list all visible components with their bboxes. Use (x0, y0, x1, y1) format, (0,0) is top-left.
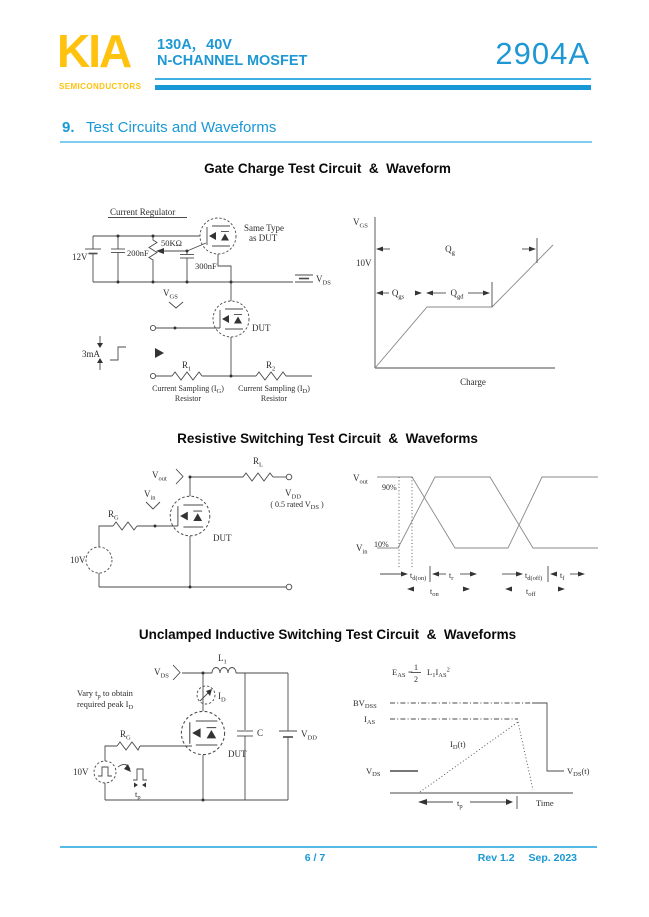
label-td-off: $t_{d(off)}$ (525, 571, 543, 582)
label-dut: DUT (228, 749, 247, 759)
label-12v: 12V (72, 252, 88, 262)
label-toff: $t_{off}$ (526, 587, 536, 598)
label-vgs: $V_{GS}$ (163, 288, 178, 301)
device-type: N-CHANNEL MOSFET (157, 53, 308, 69)
resistor-rl-symbol (243, 473, 273, 481)
wiring (99, 477, 286, 587)
revision-info (478, 852, 577, 864)
pulse-width-symbol (133, 769, 147, 788)
label-same-type-1: Same Type (244, 223, 284, 233)
gate-charge-waveform (350, 205, 605, 395)
label-id-t: $I_D(t)$ (450, 739, 466, 751)
resistor-r2-symbol (256, 372, 286, 380)
mosfet-dut-symbol (213, 301, 249, 337)
label-bvdss: $BV_{DSS}$ (353, 698, 377, 710)
vds-trace (390, 703, 564, 771)
label-vds: $V_{DS}$ (154, 667, 169, 680)
vgs-curve (375, 245, 553, 368)
potentiometer-arrow (156, 248, 164, 254)
revision-label: Rev 1.2 (477, 852, 515, 864)
label-tp: $t_p$ (457, 798, 463, 810)
label-td-on: $t_{d(on)}$ (410, 571, 427, 582)
label-10v: 10V (70, 555, 86, 565)
label-same-type-2: as DUT (249, 233, 278, 243)
label-dut: DUT (252, 323, 271, 333)
resistor-rg-symbol (117, 742, 140, 750)
resistive-circuit-diagram (60, 450, 355, 615)
pulse-source-symbol (86, 547, 112, 573)
wiring (93, 236, 312, 376)
label-charge-axis: Charge (460, 377, 486, 387)
vout-trace (377, 477, 598, 548)
revision-date: Sep. 2023 (528, 852, 577, 864)
junction-dots (154, 476, 192, 589)
battery-vdd-symbol (279, 731, 297, 737)
label-300nf: 300nF (195, 261, 217, 271)
vgs-probe-chevron (169, 302, 183, 308)
current-probe-id (197, 686, 215, 704)
label-l1: $L_1$ (218, 653, 227, 666)
label-vdd: $V_{DD}$ (285, 488, 301, 501)
label-vgs-axis: $V_{GS}$ (353, 217, 368, 230)
label-ias: $I_{AS}$ (364, 714, 376, 726)
label-r2: $R_2$ (266, 360, 276, 373)
vin-trace (377, 477, 598, 548)
label-sampling-ig-2: Resistor (174, 394, 202, 403)
label-sampling-id-2: Resistor (260, 394, 288, 403)
label-rg: $R_G$ (120, 729, 131, 742)
resistor-r1-symbol (172, 372, 202, 380)
label-note-1: Vary $t_p$ to obtain (77, 688, 133, 700)
section-underline (60, 141, 592, 143)
resistive-waveform (350, 460, 605, 605)
label-dut: DUT (213, 533, 232, 543)
gate-current-arrow (155, 348, 164, 358)
section-number: 9. (62, 119, 75, 136)
label-sampling-id: Current Sampling $(I_D)$ (238, 384, 310, 395)
label-qgd: $Q_{gd}$ (450, 288, 464, 301)
energy-formula (392, 663, 450, 684)
label-tp: $t_p$ (135, 789, 141, 801)
mosfet-dut-symbol (181, 711, 224, 754)
label-200nf: 200nF (127, 248, 149, 258)
pulse-generator-symbol (94, 761, 131, 783)
svg-text:=: = (408, 667, 413, 677)
label-time: Time (536, 798, 554, 808)
vin-probe-chevron (146, 502, 160, 509)
resistive-title: Resistive Switching Test Circuit & Waveforms (177, 431, 478, 446)
kia-logo-subtext: SEMICONDUCTORS (59, 82, 142, 91)
footer-divider (60, 846, 597, 848)
vds-probe-chevron (173, 665, 180, 680)
label-vout: $V_{out}$ (353, 473, 368, 486)
ground-terminal (286, 584, 292, 590)
header-divider-thin (155, 78, 591, 80)
label-rl: $R_L$ (253, 456, 263, 469)
label-90pct: 90% (382, 483, 397, 492)
label-note-2: required peak $I_D$ (77, 699, 134, 711)
label-tf: $t_f$ (560, 571, 565, 582)
label-ton: $t_{on}$ (430, 587, 439, 598)
label-vout: $V_{out}$ (152, 470, 167, 483)
resistor-rg-symbol (113, 522, 137, 530)
toff-annotations (502, 566, 585, 592)
inductive-circuit-diagram (60, 645, 355, 830)
label-vdd-note: ( 0.5 rated $V_{DS}$ ) (270, 500, 324, 511)
gate-terminal (150, 325, 155, 330)
vdd-terminal (286, 474, 292, 480)
battery-vds-symbol (295, 275, 313, 282)
inductive-title: Unclamped Inductive Switching Test Circuit & Waveforms (138, 627, 517, 642)
ton-annotations (380, 566, 477, 592)
label-qgs: $Q_{gs}$ (391, 288, 405, 301)
label-vdd: $V_{DD}$ (301, 729, 317, 742)
inductive-waveform (350, 650, 610, 820)
vout-probe-chevron (176, 469, 183, 484)
svg-text:L1IAS2: $L_1I_{AS}^2$ (427, 666, 450, 679)
sampling-terminal (150, 373, 155, 378)
label-10v: 10V (73, 767, 89, 777)
svg-text:2: 2 (414, 675, 418, 684)
label-r1: $R_1$ (182, 360, 192, 373)
label-rg: $R_G$ (108, 509, 119, 522)
page-number: 6 / 7 (304, 852, 326, 864)
device-rating: 130A，40V (157, 37, 232, 53)
inductor-l1-symbol (212, 668, 236, 674)
capacitor-200nf-symbol (111, 249, 125, 253)
label-3ma: 3mA (82, 349, 100, 359)
label-vds: $V_{DS}$ (366, 766, 381, 778)
section-title: Test Circuits and Waveforms (86, 119, 277, 136)
current-step-symbol (97, 336, 126, 370)
capacitor-300nf-symbol (180, 255, 194, 259)
header-divider-thick (155, 85, 591, 90)
label-tr: $t_r$ (449, 571, 454, 582)
label-id: $I_D$ (218, 691, 226, 704)
part-number: 2904A (495, 36, 590, 71)
label-qg: $Q_g$ (445, 244, 455, 257)
label-c: C (257, 728, 264, 738)
gate-charge-circuit-diagram (60, 190, 355, 408)
label-vds-supply: $V_{DS}$ (316, 274, 331, 287)
kia-logo: KIA (57, 25, 131, 77)
mosfet-dut-symbol (170, 496, 210, 536)
label-sampling-ig: Current Sampling $(I_G)$ (152, 384, 224, 395)
label-vds-t: $V_{DS}(t)$ (567, 766, 590, 778)
gate-charge-title: Gate Charge Test Circuit & Waveform (204, 161, 451, 176)
label-vin: $V_{in}$ (356, 543, 368, 556)
qg-annotation (376, 247, 536, 252)
label-10pct: 10% (374, 540, 389, 549)
current-regulator-label: Current Regulator (110, 207, 176, 217)
svg-text:EAS: $E_{AS}$ (392, 667, 406, 679)
label-10v: 10V (356, 258, 372, 268)
svg-text:1: 1 (414, 663, 418, 672)
label-vin: $V_{in}$ (144, 489, 156, 502)
mosfet-same-type-symbol (200, 218, 236, 254)
id-trace (420, 722, 533, 792)
tp-annotation (418, 796, 517, 809)
label-50k: 50KΩ (161, 238, 182, 248)
capacitor-c-symbol (237, 731, 253, 736)
